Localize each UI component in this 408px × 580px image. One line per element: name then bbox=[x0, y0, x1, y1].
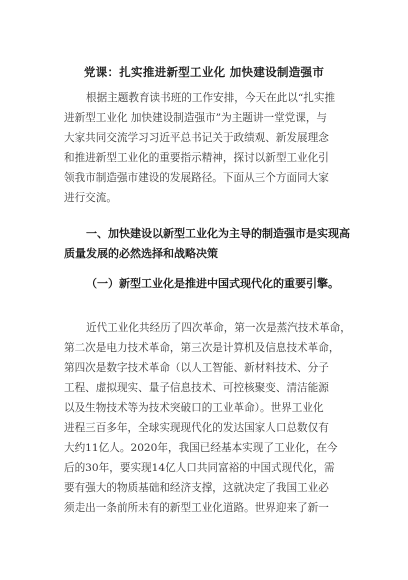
intro-line: 领我市制造强市建设的发展路径。下面从三个方面同大家 bbox=[64, 172, 329, 184]
body-line: 要有强大的物质基础和经济支撑，这就决定了我国工业必 bbox=[64, 482, 329, 494]
body-line: 第四次是数字技术革命（以人工智能、新材料技术、分子 bbox=[64, 362, 329, 374]
section-heading bbox=[64, 224, 354, 264]
subsection-heading-line: （一）新型工业化是推进中国式现代化的重要引擎。 bbox=[86, 277, 339, 290]
body-line: 第二次是电力技术革命，第三次是计算机及信息技术革命， bbox=[64, 342, 340, 354]
body-line: 工程、虚拟现实、量子信息技术、可控核聚变、清洁能源 bbox=[64, 382, 329, 394]
intro-line: 进行交流。 bbox=[64, 192, 117, 204]
body-paragraph bbox=[64, 318, 354, 518]
intro-paragraph bbox=[64, 88, 354, 208]
subsection-heading bbox=[64, 274, 354, 294]
body-line: 大约11亿人。2020年，我国已经基本实现了工业化，在今 bbox=[64, 442, 338, 454]
body-line: 以及生物技术等为技术突破口的工业革命）。世界工业化 bbox=[64, 402, 324, 414]
intro-line: 大家共同交流学习习近平总书记关于政绩观、新发展理念 bbox=[64, 132, 329, 144]
section-heading-line: 质量发展的必然选择和战略决策 bbox=[64, 247, 218, 260]
document-title: 党课：扎实推进新型工业化 加快建设制造强市 bbox=[83, 65, 325, 79]
body-line: 须走出一条前所未有的新型工业化道路。世界迎来了新一 bbox=[64, 502, 329, 514]
intro-line: 进新型工业化 加快建设制造强市”为主题讲一堂党课，与 bbox=[64, 112, 328, 124]
section-heading-line: 一、加快建设以新型工业化为主导的制造强市是实现高 bbox=[86, 227, 350, 240]
intro-line: 和推进新型工业化的重要指示精神，探讨以新型工业化引 bbox=[64, 152, 329, 164]
body-line: 进程三百多年，全球实现现代化的发达国家人口总数仅有 bbox=[64, 422, 329, 434]
body-line: 后的30年，要实现14亿人口共同富裕的中国式现代化，需 bbox=[64, 462, 335, 474]
intro-line: 根据主题教育读书班的工作安排，今天在此以“扎实推 bbox=[86, 92, 336, 104]
body-line: 近代工业化共经历了四次革命，第一次是蒸汽技术革命， bbox=[86, 322, 351, 334]
